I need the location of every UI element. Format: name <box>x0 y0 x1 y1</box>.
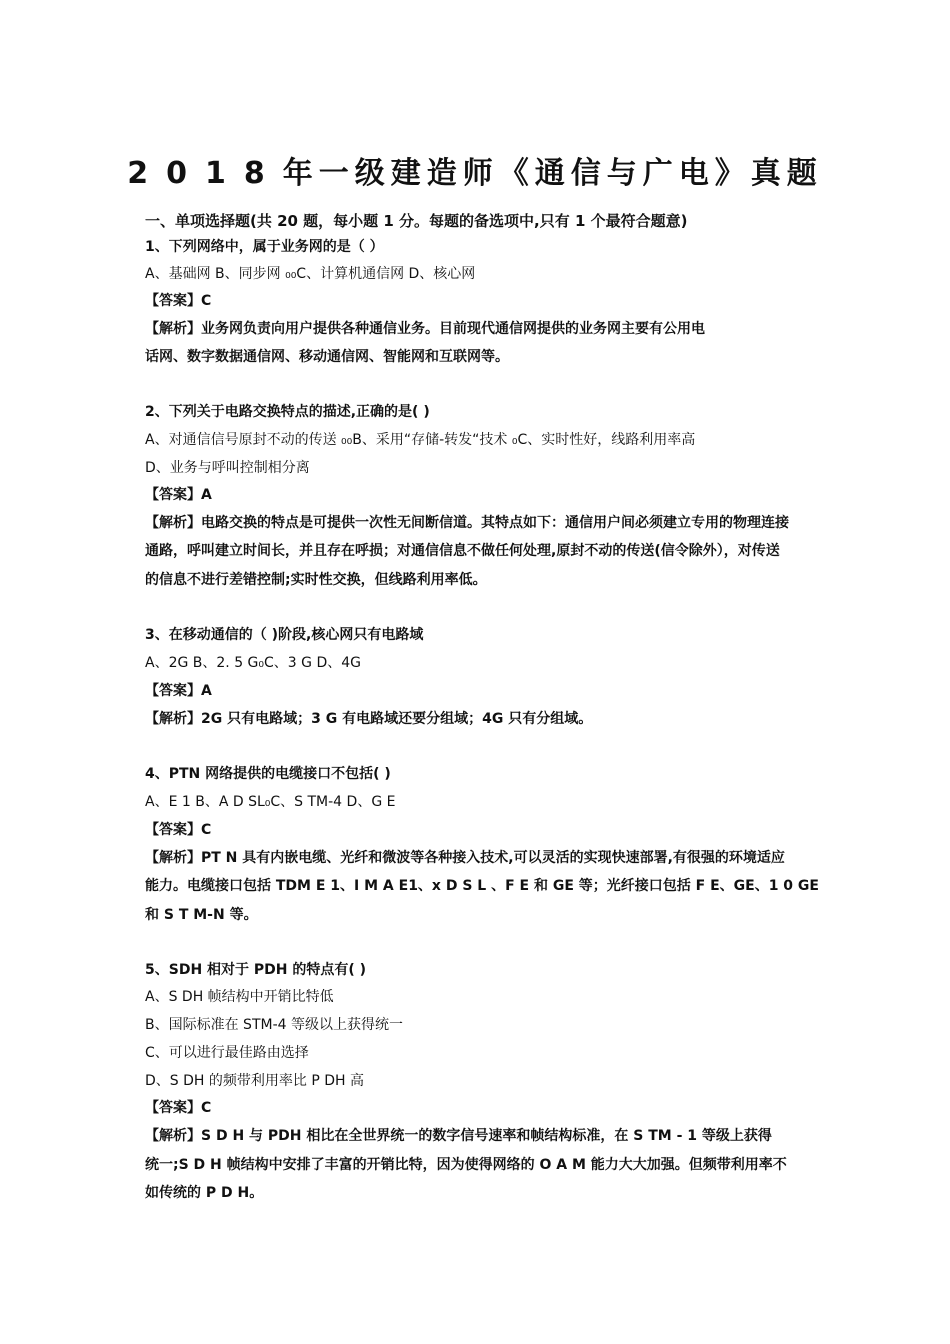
question-1-analysis-line: 话网、数字数据通信网、移动通信网、智能网和互联网等。 <box>145 349 509 365</box>
question-4-options: A、E 1 B、A D SL₀C、S TM-4 D、G E <box>145 794 396 810</box>
title-text: 年一级建造师《通信与广电》真题 <box>282 156 823 191</box>
question-5-analysis-line: 统一;S D H 帧结构中安排了丰富的开销比特，因为使得网络的 O A M 能力大大加强。但频带利用率不 <box>145 1157 787 1173</box>
question-5: 5、SDH 相对于 PDH 的特点有( ) <box>145 962 367 978</box>
question-2-options: D、业务与呼叫控制相分离 <box>145 460 310 476</box>
question-2-analysis-line: 的信息不进行差错控制;实时性交换，但线路利用率低。 <box>145 572 487 588</box>
section-heading: 一、单项选择题(共 20 题，每小题 1 分。每题的备选项中,只有 1 个最符合题意) <box>145 212 688 230</box>
question-3: 3、在移动通信的（ )阶段,核心网只有电路域 <box>145 627 424 643</box>
question-4-answer: 【答案】C <box>145 822 212 838</box>
question-2-answer: 【答案】A <box>145 487 212 503</box>
question-4-analysis-line: 和 S T M-N 等。 <box>145 907 258 923</box>
question-4: 4、PTN 网络提供的电缆接口不包括( ) <box>145 766 391 782</box>
question-2-analysis-line: 【解析】电路交换的特点是可提供一次性无间断信道。其特点如下：通信用户间必须建立专用的物理连接 <box>145 515 789 531</box>
question-1-analysis-line: 【解析】业务网负责向用户提供各种通信业务。目前现代通信网提供的业务网主要有公用电 <box>145 321 705 337</box>
page-title <box>0 148 950 192</box>
question-3-options: A、2G B、2. 5 G₀C、3 G D、4G <box>145 655 361 671</box>
question-5-analysis-line: 【解析】S D H 与 PDH 相比在全世界统一的数字信号速率和帧结构标准，在 S TM - 1 等级上获得 <box>145 1128 772 1144</box>
question-5-option: B、国际标准在 STM-4 等级以上获得统一 <box>145 1017 403 1033</box>
question-3-answer: 【答案】A <box>145 683 212 699</box>
question-5-option: A、S DH 帧结构中开销比特低 <box>145 989 334 1005</box>
question-3-analysis-line: 【解析】2G 只有电路域；3 G 有电路域还要分组域；4G 只有分组域。 <box>145 711 593 727</box>
title-year: 2018 <box>127 156 283 191</box>
question-5-answer: 【答案】C <box>145 1100 212 1116</box>
question-4-analysis-line: 能力。电缆接口包括 TDM E 1、I M A E1、x D S L 、F E 和 GE 等；光纤接口包括 F E、GE、1 0 GE <box>145 878 819 894</box>
question-5-analysis-line: 如传统的 P D H。 <box>145 1185 264 1201</box>
question-2-analysis-line: 通路，呼叫建立时间长，并且存在呼损；对通信信息不做任何处理,原封不动的传送(信令除外），对传送 <box>145 543 780 559</box>
question-1-answer: 【答案】C <box>145 293 212 309</box>
question-2-options: A、对通信信号原封不动的传送 ₀₀B、采用“存储-转发“技术 ₀C、实时性好，线路利用率高 <box>145 432 696 448</box>
question-1: 1、下列网络中，属于业务网的是（ ） <box>145 239 384 255</box>
question-4-analysis-line: 【解析】PT N 具有内嵌电缆、光纤和微波等各种接入技术,可以灵活的实现快速部署,有很强的环境适应 <box>145 850 785 866</box>
question-2: 2、下列关于电路交换特点的描述,正确的是( ) <box>145 404 430 420</box>
question-5-option: D、S DH 的频带利用率比 P DH 高 <box>145 1073 364 1089</box>
question-5-option: C、可以进行最佳路由选择 <box>145 1045 309 1061</box>
question-1-options: A、基础网 B、同步网 ₀₀C、计算机通信网 D、核心网 <box>145 266 476 282</box>
